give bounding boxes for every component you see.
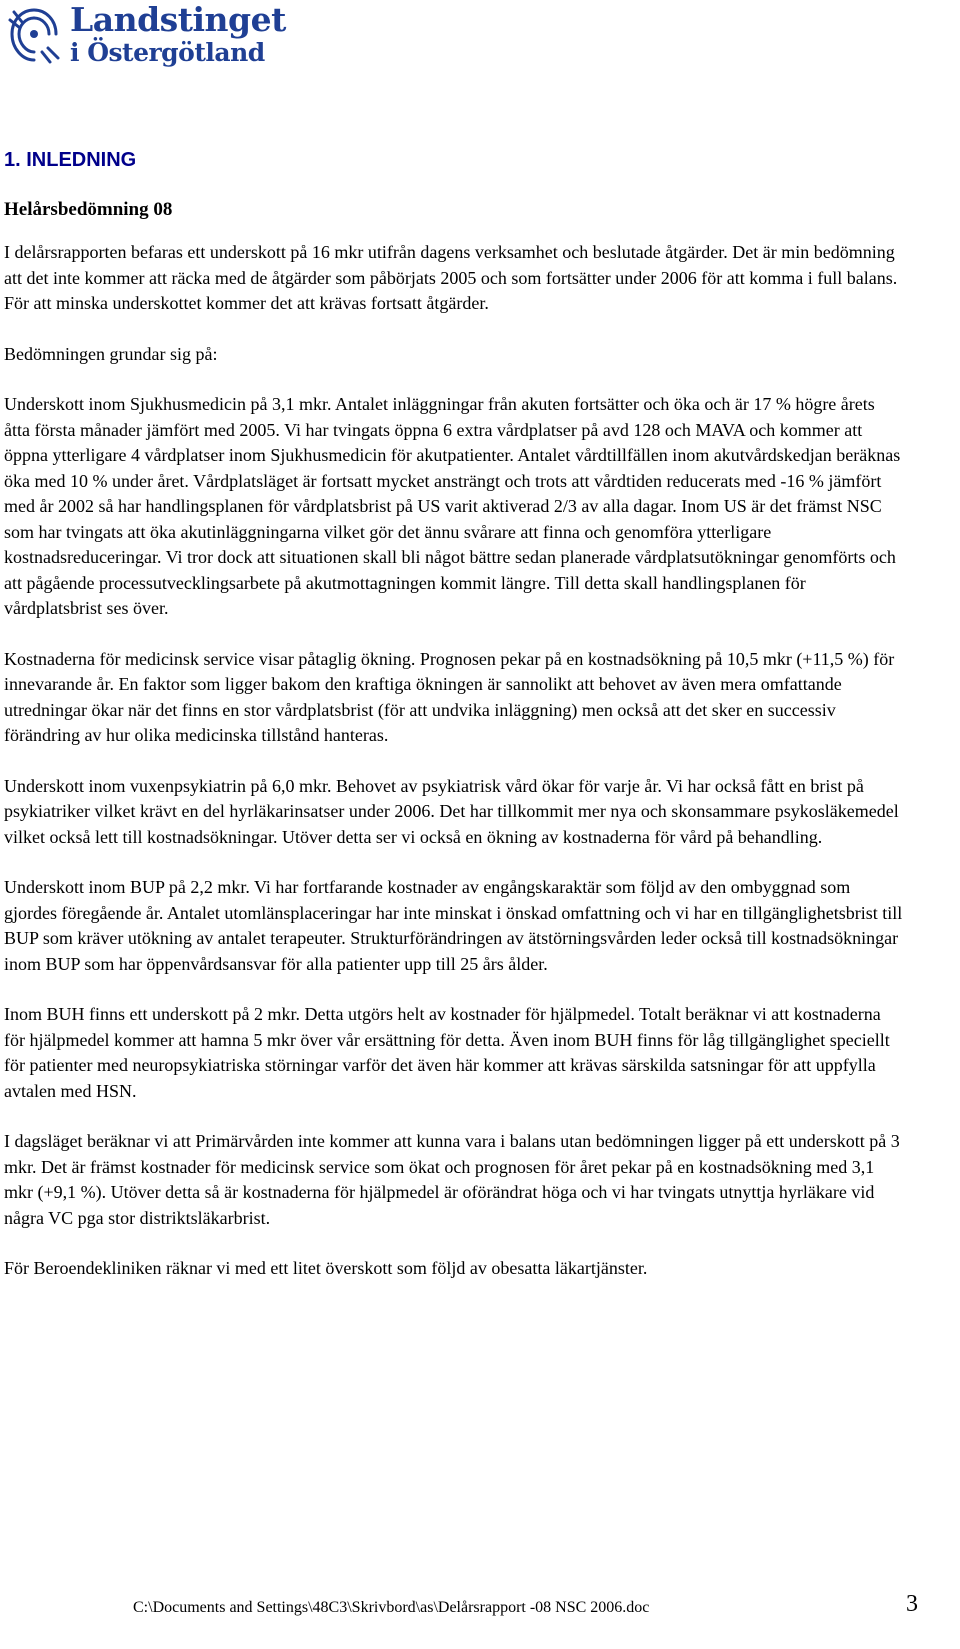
landstinget-emblem-icon [4, 4, 64, 66]
section-heading: 1. INLEDNING [4, 149, 137, 171]
logo-wordmark-line2: i Östergötland [70, 38, 265, 67]
footer-file-path: C:\Documents and Settings\48C3\Skrivbord\as\Delårsrapport -08 NSC 2006.doc [133, 1599, 650, 1616]
paragraph-primarvarden: I dagsläget beräknar vi att Primärvården inte kommer att kunna vara i balans utan bedömningen ligger på ett underskott på 3 mkr. Det är främst kostnader för medicinsk service som ökat och prognosen för året pekar på en kostnadsökning med 3,1 mkr (+9,1 %). Utöver detta så är kostnaderna för hjälpmedel är oförändrat höga och vi har tvingats utnyttja hyrläkare vid några VC pga stor distriktsläkarbrist. [4, 1131, 900, 1228]
paragraph-vuxenpsykiatri: Underskott inom vuxenpsykiatrin på 6,0 mkr. Behovet av psykiatrisk vård ökar för varje år. Vi har också fått en brist på psykiatriker vilket krävt en del hyrläkarinsatser under 2006. Det har tillkommit mer nya och skonsammare psykosläkemedel vilket också lett till kostnadsökningar. Utöver detta ser vi också en ökning av kostnaderna för vård på behandling. [4, 775, 899, 847]
document-body [4, 148, 904, 1282]
paragraph-sjukhusmedicin: Underskott inom Sjukhusmedicin på 3,1 mkr. Antalet inläggningar från akuten fortsätter och öka och är 17 % högre årets åtta första månader jämfört med 2005. Vi har tvingats öppna 6 extra vårdplatser på avd 128 och MAVA och kommer att öppna ytterligare 4 vårdplatser inom Sjukhusmedicin för akutpatienter. Antalet vårdtillfällen inom akutvårdskedjan beräknas öka med 10 % under året. Vårdplatsläget är fortsatt mycket ansträngt och trots att vårdtiden reducerats med -16 % jämfört med år 2002 så har handlingsplanen för vårdplatsbrist på US varit aktiverad 2/3 av alla dagar. Inom US är det främst NSC som har tvingats att öka akutinläggningarna vilket gör det ännu svårare att finna och genomföra ytterligare kostnadsreduceringar. Vi tror dock att situationen skall bli något bättre sedan planerade vårdplatsutökningar genomförts och att pågående processutvecklingsarbete på akutmottagningen kommit längre. Till detta skall handlingsplanen för vårdplatsbrist ses över. [4, 394, 901, 618]
page-number: 3 [906, 1591, 918, 1617]
paragraph-medicinsk-service: Kostnaderna för medicinsk service visar påtaglig ökning. Prognosen pekar på en kostnadsökning på 10,5 mkr (+11,5 %) för innevarande år. En faktor som ligger bakom den kraftiga ökningen är sannolikt att behovet av även mera omfattande utredningar ökar när det finns en stor vårdplatsbrist (för att undvika inläggning) men också att det sker en successiv förändring av hur olika medicinska tillstånd hanteras. [4, 648, 895, 745]
section-subheading: Helårsbedömning 08 [4, 199, 173, 220]
logo-wordmark-line1: Landstinget [70, 0, 286, 39]
paragraph-beroendekliniken: För Beroendekliniken räknar vi med ett litet överskott som följd av obesatta läkartjänster. [4, 1258, 648, 1278]
landstinget-logo [4, 0, 286, 70]
paragraph-buh: Inom BUH finns ett underskott på 2 mkr. Detta utgörs helt av kostnader för hjälpmedel. Totalt beräknar vi att kostnaderna för hjälpmedel kommer att hamna 5 mkr över vår ersättning för detta. Även inom BUH finns för låg tillgänglighet speciellt för patienter med neuropsykiatriska störningar varför det även här kommer att krävas särskilda satsningar för att uppfylla avtalen med HSN. [4, 1004, 890, 1101]
paragraph-intro: I delårsrapporten befaras ett underskott på 16 mkr utifrån dagens verksamhet och beslutade åtgärder. Det är min bedömning att det inte kommer att räcka med de åtgärder som påbörjats 2005 och som fortsätter under 2006 för att komma i full balans. För att minska underskottet kommer det att krävas fortsatt åtgärder. [4, 242, 898, 313]
paragraph-basis-label: Bedömningen grundar sig på: [4, 343, 218, 364]
paragraph-bup: Underskott inom BUP på 2,2 mkr. Vi har fortfarande kostnader av engångskaraktär som följd av den ombyggnad som gjordes föregående år. Antalet utomlänsplaceringar har inte minskat i önskad omfattning och vi har en tillgänglighetsbrist till BUP som kräver utökning av antalet terapeuter. Strukturförändringen av ätstörningsvården leder också till kostnadsökningar inom BUP som har öppenvårdsansvar för alla patienter upp till 25 års ålder. [4, 877, 903, 974]
